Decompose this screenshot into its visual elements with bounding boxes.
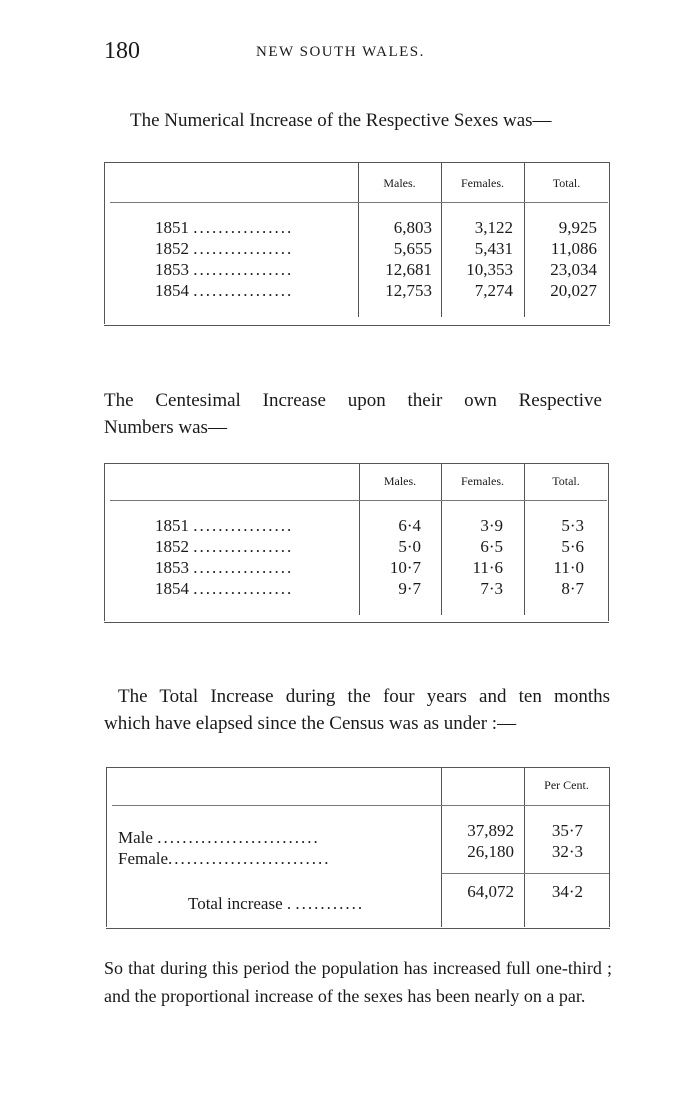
centesimal-increase-heading-line2: Numbers was— [104, 417, 227, 438]
males-value: 5,655 [393, 239, 432, 258]
females-value: 7,274 [474, 281, 513, 300]
percent-value: 35·7 [551, 821, 583, 840]
males-value: 10·7 [389, 558, 421, 577]
col-males: Males. [383, 474, 417, 488]
increase-value: 26,180 [467, 842, 514, 861]
total-percent-value: 34·2 [551, 882, 583, 901]
total-value: 5·3 [561, 516, 584, 535]
total-value: 5·6 [561, 537, 584, 556]
numerical-increase-heading: The Numerical Increase of the Respective Sexes was— [130, 110, 552, 131]
col-females: Females. [461, 474, 504, 488]
col-total: Total. [552, 474, 580, 488]
females-value: 6·5 [480, 537, 503, 556]
col-males: Males. [383, 176, 416, 190]
total-increase-heading: The Total Increase during the four years and ten months [118, 686, 610, 707]
total-value: 11·0 [553, 558, 584, 577]
year-label: 1852 [155, 239, 189, 258]
males-value: 5·0 [398, 537, 421, 556]
row-label: Female [118, 849, 169, 868]
increase-value: 37,892 [467, 821, 514, 840]
females-value: 3,122 [474, 218, 513, 237]
total-value: 9,925 [558, 218, 597, 237]
total-label: Total increase . [188, 894, 292, 913]
col-females: Females. [461, 176, 504, 190]
year-label: 1854 [155, 579, 189, 598]
percent-value: 32·3 [551, 842, 583, 861]
year-label: 1851 [155, 218, 189, 237]
total-value: 11,086 [550, 239, 597, 258]
males-value: 6,803 [393, 218, 432, 237]
year-label: 1853 [155, 558, 189, 577]
males-value: 9·7 [398, 579, 421, 598]
total-value: 20,027 [550, 281, 597, 300]
females-value: 7·3 [480, 579, 503, 598]
males-value: 12,753 [385, 281, 432, 300]
closing-paragraph: So that during this period the population has increased full one-third ; and the proportional increase of the sexes has been nearly on a par. [104, 958, 612, 1006]
centesimal-increase-heading: The Centesimal Increase upon their own Respective [104, 390, 602, 411]
total-increase-value: 64,072 [467, 882, 514, 901]
year-label: 1852 [155, 537, 189, 556]
running-head: NEW SOUTH WALES. [256, 44, 425, 60]
page-number: 180 [104, 38, 140, 64]
col-per-cent: Per Cent. [544, 778, 589, 792]
total-value: 8·7 [561, 579, 584, 598]
row-label: Male [118, 828, 153, 847]
total-value: 23,034 [550, 260, 597, 279]
total-increase-heading-line2: which have elapsed since the Census was as under :— [104, 713, 517, 734]
females-value: 3·9 [480, 516, 503, 535]
females-value: 5,431 [474, 239, 513, 258]
col-total: Total. [552, 176, 581, 190]
year-label: 1854 [155, 281, 189, 300]
year-label: 1851 [155, 516, 189, 535]
males-value: 12,681 [385, 260, 432, 279]
females-value: 11·6 [472, 558, 503, 577]
females-value: 10,353 [466, 260, 513, 279]
males-value: 6·4 [398, 516, 421, 535]
year-label: 1853 [155, 260, 189, 279]
